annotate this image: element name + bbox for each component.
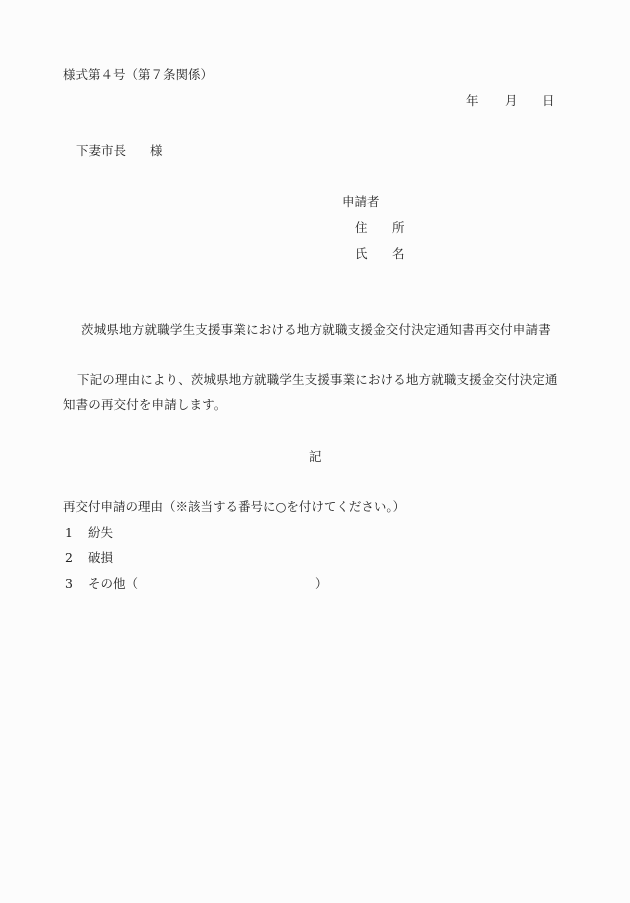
option-close-paren: ）: [315, 576, 328, 591]
reason-option-lost: [65, 525, 113, 541]
applicant-name-field: [355, 246, 405, 262]
option-label: 紛失: [88, 525, 114, 540]
option-number: 1: [65, 525, 73, 540]
ki-heading: 記: [309, 449, 322, 464]
body-text-line-2: 知書の再交付を申請します。: [63, 397, 227, 412]
addressee-honorific: 様: [150, 143, 163, 158]
addressee-name: 下妻市長: [76, 143, 127, 158]
form-number: 様式第４号（第７条関係）: [63, 67, 214, 82]
body-text-line-1: 下記の理由により、茨城県地方就職学生支援事業における地方就職支援金交付決定通: [77, 372, 558, 387]
year-label: 年: [466, 93, 479, 108]
reason-option-other: [65, 576, 328, 592]
reason-heading: 再交付申請の理由（※該当する番号に○を付けてください。）: [63, 499, 406, 514]
option-label: その他（: [88, 576, 139, 591]
reason-option-damaged: [65, 550, 113, 566]
document-title: 茨城県地方就職学生支援事業における地方就職支援金交付決定通知書再交付申請書: [81, 322, 551, 337]
name-label-1: 氏: [355, 246, 368, 261]
month-label: 月: [505, 93, 518, 108]
date-line: [466, 93, 555, 109]
applicant-label: 申請者: [342, 194, 380, 209]
option-number: 3: [65, 576, 73, 591]
day-label: 日: [542, 93, 555, 108]
addressee: [76, 143, 163, 159]
address-label-1: 住: [355, 220, 368, 235]
name-label-2: 名: [392, 246, 405, 261]
option-number: 2: [65, 550, 73, 565]
option-label: 破損: [88, 550, 114, 565]
applicant-address-field: [355, 220, 405, 236]
address-label-2: 所: [392, 220, 405, 235]
